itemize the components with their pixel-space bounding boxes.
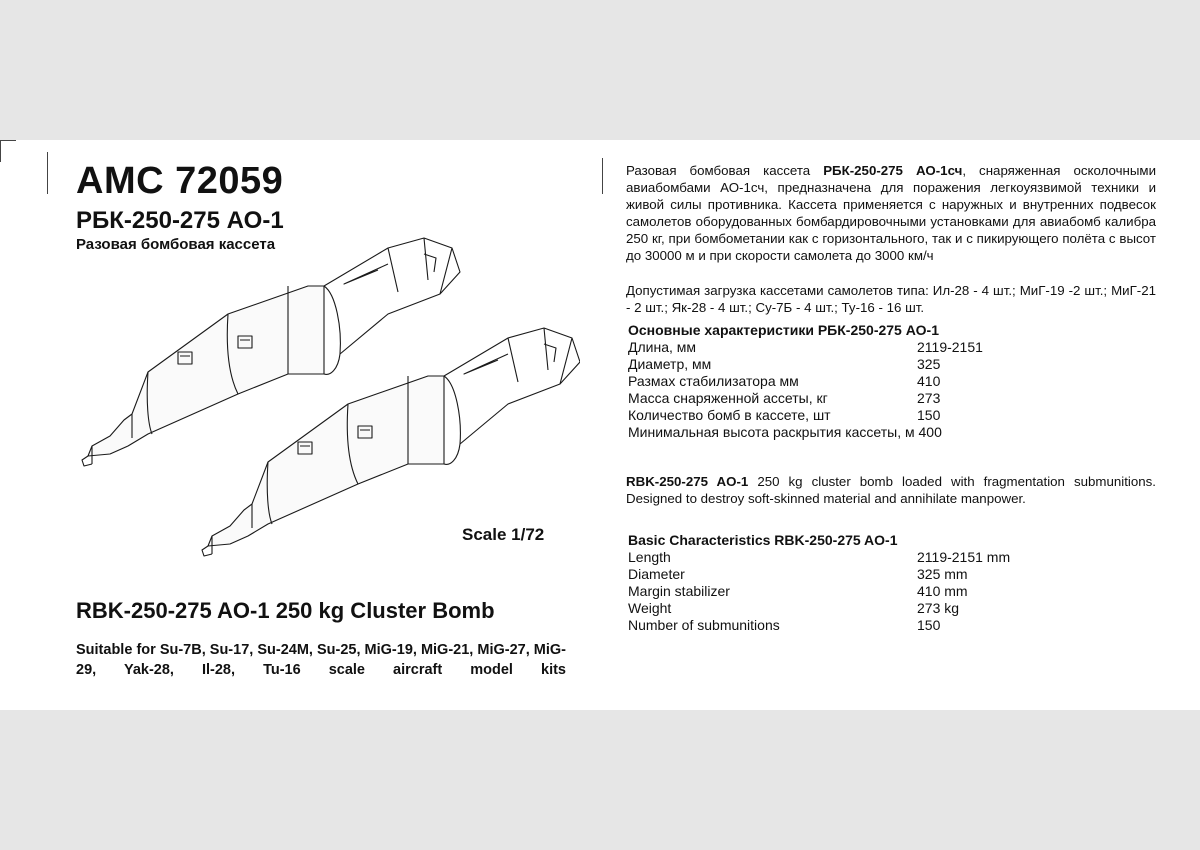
product-code: AMC 72059 <box>76 160 284 202</box>
spec-label: Размах стабилизатора мм <box>628 373 799 389</box>
specs-table-ru <box>628 322 1168 441</box>
spec-label: Диаметр, мм <box>628 356 712 372</box>
spec-label: Weight <box>628 600 672 616</box>
spec-label: Number of submunitions <box>628 617 780 633</box>
spec-value: 2119-2151 <box>917 339 983 355</box>
crop-mark <box>0 140 16 141</box>
spec-value: 410 <box>917 373 941 389</box>
spec-label: Diameter <box>628 566 685 582</box>
spec-value: 273 kg <box>917 600 960 616</box>
scale-label: Scale 1/72 <box>462 525 545 544</box>
spec-value: 2119-2151 mm <box>917 549 1011 565</box>
spec-row <box>628 566 1168 583</box>
spec-row <box>628 373 1168 390</box>
product-name-ru: РБК-250-275 АО-1 <box>76 207 284 234</box>
spec-row <box>628 549 1168 566</box>
spec-label: Margin stabilizer <box>628 583 730 599</box>
spec-label: Length <box>628 549 671 565</box>
spec-row <box>628 339 1168 356</box>
spec-value: 325 <box>917 356 941 372</box>
description-en-body: 250 kg cluster bomb loaded with fragmentation submunitions. Designed to destroy soft-skinned material and annihilate manpower. <box>626 474 1156 506</box>
description-en-product: RBK-250-275 AO-1 <box>626 474 749 489</box>
specs-table-en <box>628 532 1168 634</box>
description-ru-body: , снаряженная осколочными авиабомбами АО-1сч, предназначена для поражения легкоуязвимой техники и живой силы противника. Кассета применяется с наружных и внутренних подвесок самолетов оборудованных бомбардировочными установками для авиабомб калибра 250 кг, при бомбометании как с горизонтального, так и с пикирующего полёта с высот до 30000 м и при скорости самолета до 3000 км/ч <box>626 163 1156 263</box>
product-title-en: RBK-250-275 AO-1 250 kg Cluster Bomb <box>76 598 495 623</box>
aircraft-loading-ru: Допустимая загрузка кассетами самолетов типа: Ил-28 - 4 шт.; МиГ-19 -2 шт.; МиГ-21 - 2 шт.; Як-28 - 4 шт.; Су-7Б - 4 шт.; Ту-16 - 16 шт. <box>626 283 1156 315</box>
specs-heading-ru: Основные характеристики РБК-250-275 АО-1 <box>628 322 939 338</box>
product-subtitle-ru: Разовая бомбовая кассета <box>76 236 276 253</box>
spec-row <box>628 356 1168 373</box>
spec-value: 273 <box>917 390 941 406</box>
spec-value: 325 mm <box>917 566 968 582</box>
spec-value: 150 <box>917 617 941 633</box>
description-en <box>626 473 1156 507</box>
bombs-illustration <box>60 220 580 560</box>
spec-row <box>628 617 1168 634</box>
spec-row <box>628 407 1168 424</box>
spec-row <box>628 424 1168 441</box>
crop-mark <box>0 140 1 162</box>
crop-mark <box>47 152 48 194</box>
spec-label: Масса снаряженной ассеты, кг <box>628 390 828 406</box>
compatibility-text: Suitable for Su-7B, Su-17, Su-24M, Su-25, MiG-19, MiG-21, MiG-27, MiG-29, Yak-28, Il-28, Tu-16 scale aircraft model kits <box>76 642 566 678</box>
spec-value: 410 mm <box>917 583 968 599</box>
spec-label: Длина, мм <box>628 339 697 355</box>
crop-mark <box>602 158 603 194</box>
spec-label: Минимальная высота раскрытия кассеты, м 400 <box>628 424 942 440</box>
spec-row <box>628 583 1168 600</box>
description-ru-product: РБК-250-275 АО-1сч <box>823 163 963 178</box>
specs-heading-en: Basic Characteristics RBK-250-275 AO-1 <box>628 532 898 548</box>
spec-label: Количество бомб в кассете, шт <box>628 407 831 423</box>
description-ru <box>626 162 1156 264</box>
spec-value: 150 <box>917 407 941 423</box>
spec-row <box>628 390 1168 407</box>
description-ru-lead: Разовая бомбовая кассета <box>626 163 824 178</box>
spec-row <box>628 600 1168 617</box>
